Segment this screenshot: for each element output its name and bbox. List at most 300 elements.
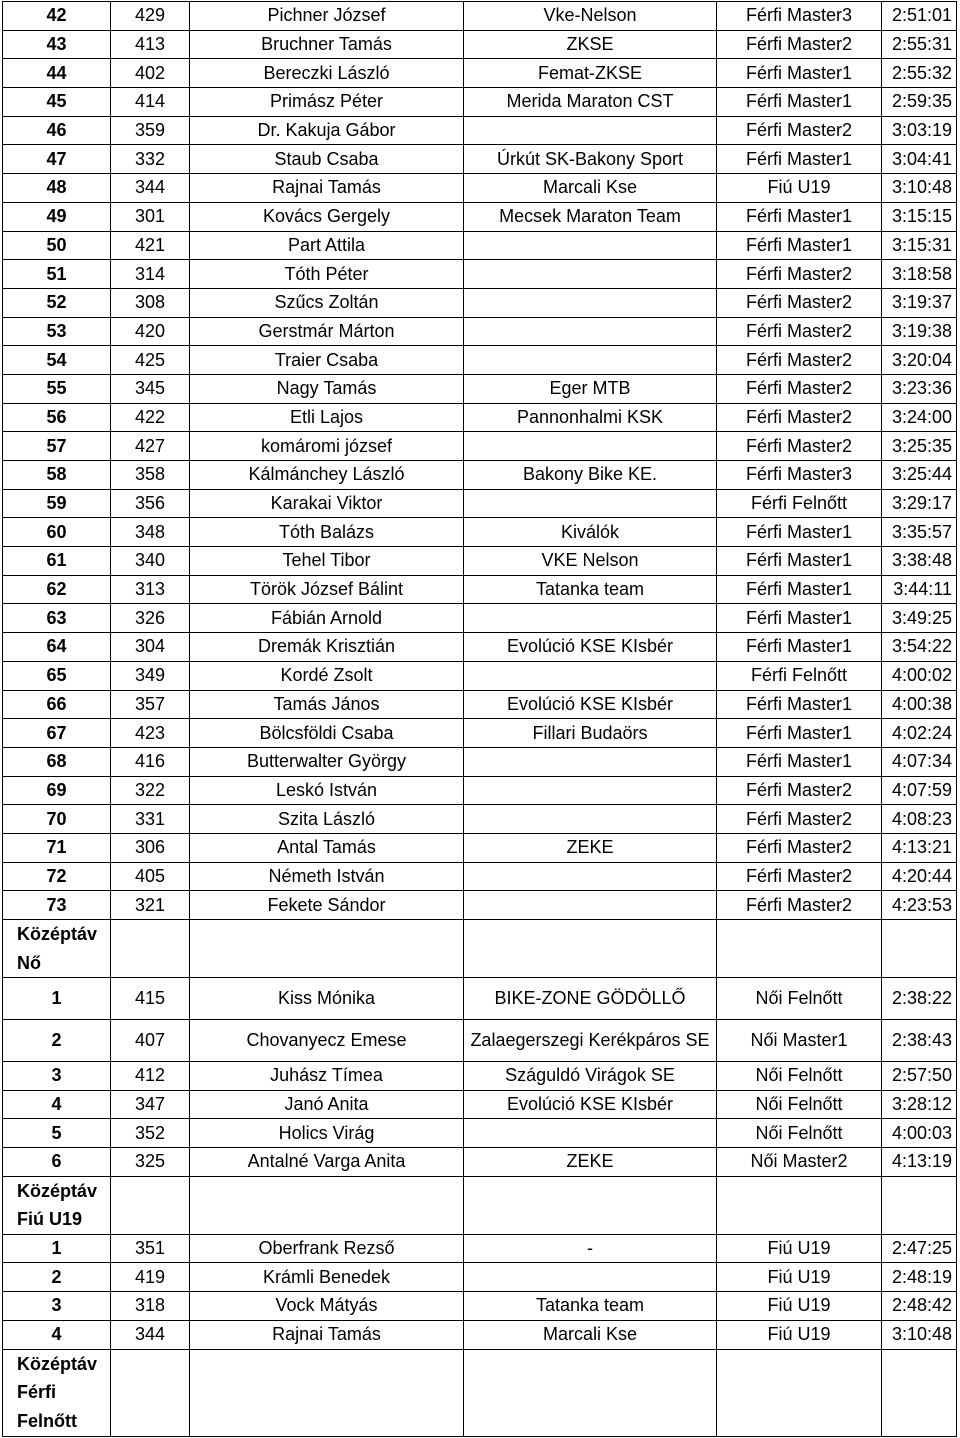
place-cell: 44 [3, 59, 111, 88]
empty-cell [717, 1349, 882, 1436]
time-cell: 3:15:31 [882, 231, 957, 260]
team-cell [464, 231, 717, 260]
table-row [3, 518, 957, 547]
team-cell: - [464, 1234, 717, 1263]
table-row [3, 260, 957, 289]
table-row [3, 489, 957, 518]
name-cell: Part Attila [190, 231, 464, 260]
name-cell: Bereczki László [190, 59, 464, 88]
name-cell: Dr. Kakuja Gábor [190, 116, 464, 145]
bib-cell: 344 [111, 174, 190, 203]
bib-cell: 325 [111, 1148, 190, 1177]
team-cell: Tatanka team [464, 575, 717, 604]
team-cell: Zalaegerszegi Kerékpáros SE [464, 1020, 717, 1062]
place-cell: 45 [3, 88, 111, 117]
table-row [3, 833, 957, 862]
name-cell: Tóth Péter [190, 260, 464, 289]
table-row [3, 547, 957, 576]
team-cell: Vke-Nelson [464, 2, 717, 31]
place-cell: 42 [3, 2, 111, 31]
table-row [3, 30, 957, 59]
results-body [3, 2, 957, 1437]
bib-cell: 416 [111, 747, 190, 776]
name-cell: Fekete Sándor [190, 891, 464, 920]
name-cell: Kiss Mónika [190, 978, 464, 1020]
section-header-row [3, 1349, 957, 1436]
table-row [3, 776, 957, 805]
name-cell: Kordé Zsolt [190, 661, 464, 690]
time-cell: 4:07:34 [882, 747, 957, 776]
place-cell: 43 [3, 30, 111, 59]
category-cell: Férfi Master1 [717, 518, 882, 547]
table-row [3, 862, 957, 891]
table-row [3, 1119, 957, 1148]
bib-cell: 345 [111, 374, 190, 403]
category-cell: Férfi Felnőtt [717, 661, 882, 690]
category-cell: Fiú U19 [717, 1292, 882, 1321]
team-cell: Evolúció KSE KIsbér [464, 690, 717, 719]
table-row [3, 2, 957, 31]
time-cell: 4:00:03 [882, 1119, 957, 1148]
category-cell: Férfi Master1 [717, 547, 882, 576]
place-cell: 53 [3, 317, 111, 346]
bib-cell: 304 [111, 633, 190, 662]
time-cell: 2:57:50 [882, 1062, 957, 1091]
team-cell [464, 432, 717, 461]
team-cell: ZEKE [464, 833, 717, 862]
bib-cell: 313 [111, 575, 190, 604]
place-cell: 50 [3, 231, 111, 260]
place-cell: 56 [3, 403, 111, 432]
time-cell: 2:55:32 [882, 59, 957, 88]
time-cell: 3:25:35 [882, 432, 957, 461]
time-cell: 3:38:48 [882, 547, 957, 576]
empty-cell [111, 1176, 190, 1234]
bib-cell: 318 [111, 1292, 190, 1321]
category-cell: Férfi Master1 [717, 604, 882, 633]
time-cell: 3:23:36 [882, 374, 957, 403]
table-row [3, 174, 957, 203]
team-cell: Mecsek Maraton Team [464, 202, 717, 231]
place-cell: 3 [3, 1062, 111, 1091]
table-row [3, 690, 957, 719]
team-cell: Kiválók [464, 518, 717, 547]
empty-cell [717, 920, 882, 978]
place-cell: 3 [3, 1292, 111, 1321]
name-cell: Szita László [190, 805, 464, 834]
place-cell: 4 [3, 1090, 111, 1119]
table-row [3, 88, 957, 117]
category-cell: Férfi Master2 [717, 374, 882, 403]
bib-cell: 321 [111, 891, 190, 920]
team-cell: VKE Nelson [464, 547, 717, 576]
place-cell: 71 [3, 833, 111, 862]
time-cell: 2:38:22 [882, 978, 957, 1020]
category-cell: Fiú U19 [717, 1234, 882, 1263]
bib-cell: 314 [111, 260, 190, 289]
time-cell: 3:25:44 [882, 461, 957, 490]
team-cell: Marcali Kse [464, 1320, 717, 1349]
name-cell: Oberfrank Rezső [190, 1234, 464, 1263]
bib-cell: 356 [111, 489, 190, 518]
category-cell: Női Master2 [717, 1148, 882, 1177]
place-cell: 48 [3, 174, 111, 203]
section-title [3, 920, 111, 978]
name-cell: Tehel Tibor [190, 547, 464, 576]
category-cell: Férfi Master2 [717, 346, 882, 375]
team-cell: Tatanka team [464, 1292, 717, 1321]
table-row [3, 633, 957, 662]
place-cell: 58 [3, 461, 111, 490]
bib-cell: 351 [111, 1234, 190, 1263]
place-cell: 73 [3, 891, 111, 920]
name-cell: Szűcs Zoltán [190, 288, 464, 317]
empty-cell [717, 1176, 882, 1234]
team-cell [464, 1119, 717, 1148]
name-cell: Pichner József [190, 2, 464, 31]
section-title-line: Fiú U19 [17, 1209, 83, 1230]
section-title-line: Középtáv [17, 1180, 98, 1201]
team-cell: BIKE-ZONE GÖDÖLLŐ [464, 978, 717, 1020]
place-cell: 57 [3, 432, 111, 461]
bib-cell: 405 [111, 862, 190, 891]
section-title-line: Középtáv [17, 1353, 98, 1374]
time-cell: 4:00:02 [882, 661, 957, 690]
name-cell: Chovanyecz Emese [190, 1020, 464, 1062]
team-cell [464, 288, 717, 317]
bib-cell: 425 [111, 346, 190, 375]
place-cell: 1 [3, 978, 111, 1020]
place-cell: 61 [3, 547, 111, 576]
empty-cell [882, 1349, 957, 1436]
name-cell: Karakai Viktor [190, 489, 464, 518]
table-row [3, 432, 957, 461]
place-cell: 69 [3, 776, 111, 805]
time-cell: 3:24:00 [882, 403, 957, 432]
name-cell: Traier Csaba [190, 346, 464, 375]
name-cell: Gerstmár Márton [190, 317, 464, 346]
bib-cell: 429 [111, 2, 190, 31]
bib-cell: 420 [111, 317, 190, 346]
name-cell: Fábián Arnold [190, 604, 464, 633]
name-cell: Vock Mátyás [190, 1292, 464, 1321]
table-row [3, 747, 957, 776]
place-cell: 66 [3, 690, 111, 719]
table-row [3, 1062, 957, 1091]
empty-cell [190, 1349, 464, 1436]
category-cell: Férfi Master1 [717, 633, 882, 662]
name-cell: Dremák Krisztián [190, 633, 464, 662]
empty-cell [464, 1349, 717, 1436]
team-cell [464, 891, 717, 920]
time-cell: 2:47:25 [882, 1234, 957, 1263]
time-cell: 3:20:04 [882, 346, 957, 375]
bib-cell: 412 [111, 1062, 190, 1091]
table-row [3, 891, 957, 920]
time-cell: 3:44:11 [882, 575, 957, 604]
team-cell [464, 747, 717, 776]
category-cell: Férfi Master2 [717, 776, 882, 805]
name-cell: Bölcsföldi Csaba [190, 719, 464, 748]
name-cell: Rajnai Tamás [190, 1320, 464, 1349]
category-cell: Férfi Master1 [717, 747, 882, 776]
time-cell: 3:18:58 [882, 260, 957, 289]
name-cell: Staub Csaba [190, 145, 464, 174]
time-cell: 3:49:25 [882, 604, 957, 633]
time-cell: 4:23:53 [882, 891, 957, 920]
place-cell: 65 [3, 661, 111, 690]
team-cell [464, 317, 717, 346]
bib-cell: 340 [111, 547, 190, 576]
name-cell: Janó Anita [190, 1090, 464, 1119]
category-cell: Fiú U19 [717, 1263, 882, 1292]
name-cell: Krámli Benedek [190, 1263, 464, 1292]
table-row [3, 145, 957, 174]
bib-cell: 413 [111, 30, 190, 59]
empty-cell [882, 920, 957, 978]
table-row [3, 231, 957, 260]
team-cell [464, 805, 717, 834]
time-cell: 4:13:19 [882, 1148, 957, 1177]
category-cell: Női Felnőtt [717, 1062, 882, 1091]
empty-cell [111, 1349, 190, 1436]
team-cell: Bakony Bike KE. [464, 461, 717, 490]
category-cell: Férfi Master1 [717, 719, 882, 748]
category-cell: Férfi Master1 [717, 202, 882, 231]
name-cell: Török József Bálint [190, 575, 464, 604]
time-cell: 3:29:17 [882, 489, 957, 518]
bib-cell: 349 [111, 661, 190, 690]
time-cell: 3:28:12 [882, 1090, 957, 1119]
section-title-line: Férfi [17, 1382, 57, 1403]
bib-cell: 407 [111, 1020, 190, 1062]
table-row [3, 719, 957, 748]
table-row [3, 1234, 957, 1263]
team-cell: Úrkút SK-Bakony Sport [464, 145, 717, 174]
table-row [3, 403, 957, 432]
place-cell: 62 [3, 575, 111, 604]
team-cell [464, 346, 717, 375]
table-row [3, 317, 957, 346]
bib-cell: 306 [111, 833, 190, 862]
table-row [3, 661, 957, 690]
team-cell: Evolúció KSE KIsbér [464, 633, 717, 662]
place-cell: 1 [3, 1234, 111, 1263]
category-cell: Férfi Master2 [717, 432, 882, 461]
time-cell: 3:19:38 [882, 317, 957, 346]
name-cell: Leskó István [190, 776, 464, 805]
section-title [3, 1176, 111, 1234]
team-cell [464, 661, 717, 690]
place-cell: 67 [3, 719, 111, 748]
team-cell [464, 1263, 717, 1292]
team-cell: Száguldó Virágok SE [464, 1062, 717, 1091]
section-header-row [3, 1176, 957, 1234]
category-cell: Női Felnőtt [717, 1090, 882, 1119]
place-cell: 2 [3, 1020, 111, 1062]
category-cell: Férfi Master3 [717, 2, 882, 31]
bib-cell: 422 [111, 403, 190, 432]
results-table [2, 1, 957, 1437]
table-row [3, 805, 957, 834]
section-title-line: Középtáv [17, 924, 98, 944]
table-row [3, 575, 957, 604]
category-cell: Férfi Master2 [717, 862, 882, 891]
name-cell: Bruchner Tamás [190, 30, 464, 59]
table-row [3, 374, 957, 403]
time-cell: 3:03:19 [882, 116, 957, 145]
place-cell: 55 [3, 374, 111, 403]
place-cell: 52 [3, 288, 111, 317]
table-row [3, 1020, 957, 1062]
place-cell: 60 [3, 518, 111, 547]
place-cell: 5 [3, 1119, 111, 1148]
time-cell: 2:51:01 [882, 2, 957, 31]
table-row [3, 202, 957, 231]
team-cell: Evolúció KSE KIsbér [464, 1090, 717, 1119]
team-cell: Merida Maraton CST [464, 88, 717, 117]
table-row [3, 1090, 957, 1119]
empty-cell [111, 920, 190, 978]
bib-cell: 308 [111, 288, 190, 317]
category-cell: Férfi Master1 [717, 690, 882, 719]
name-cell: Etli Lajos [190, 403, 464, 432]
category-cell: Férfi Master2 [717, 116, 882, 145]
bib-cell: 301 [111, 202, 190, 231]
empty-cell [464, 1176, 717, 1234]
team-cell [464, 260, 717, 289]
place-cell: 68 [3, 747, 111, 776]
place-cell: 54 [3, 346, 111, 375]
category-cell: Fiú U19 [717, 1320, 882, 1349]
name-cell: Primász Péter [190, 88, 464, 117]
place-cell: 72 [3, 862, 111, 891]
team-cell: Marcali Kse [464, 174, 717, 203]
name-cell: Antal Tamás [190, 833, 464, 862]
time-cell: 4:13:21 [882, 833, 957, 862]
time-cell: 2:38:43 [882, 1020, 957, 1062]
team-cell: Pannonhalmi KSK [464, 403, 717, 432]
category-cell: Férfi Master1 [717, 59, 882, 88]
time-cell: 3:10:48 [882, 1320, 957, 1349]
time-cell: 3:10:48 [882, 174, 957, 203]
place-cell: 51 [3, 260, 111, 289]
section-title-line: Felnőtt [17, 1410, 77, 1431]
table-row [3, 346, 957, 375]
category-cell: Férfi Master2 [717, 317, 882, 346]
name-cell: Kovács Gergely [190, 202, 464, 231]
bib-cell: 347 [111, 1090, 190, 1119]
team-cell: Femat-ZKSE [464, 59, 717, 88]
time-cell: 4:07:59 [882, 776, 957, 805]
category-cell: Férfi Master2 [717, 805, 882, 834]
bib-cell: 326 [111, 604, 190, 633]
bib-cell: 419 [111, 1263, 190, 1292]
team-cell [464, 489, 717, 518]
category-cell: Férfi Master1 [717, 88, 882, 117]
name-cell: Kálmánchey László [190, 461, 464, 490]
category-cell: Férfi Felnőtt [717, 489, 882, 518]
category-cell: Férfi Master1 [717, 575, 882, 604]
bib-cell: 423 [111, 719, 190, 748]
place-cell: 6 [3, 1148, 111, 1177]
time-cell: 4:20:44 [882, 862, 957, 891]
name-cell: Juhász Tímea [190, 1062, 464, 1091]
table-row [3, 1320, 957, 1349]
team-cell [464, 116, 717, 145]
time-cell: 3:35:57 [882, 518, 957, 547]
team-cell [464, 862, 717, 891]
team-cell [464, 604, 717, 633]
place-cell: 46 [3, 116, 111, 145]
name-cell: Tamás János [190, 690, 464, 719]
bib-cell: 358 [111, 461, 190, 490]
table-row [3, 59, 957, 88]
place-cell: 70 [3, 805, 111, 834]
table-row [3, 1263, 957, 1292]
place-cell: 64 [3, 633, 111, 662]
section-title [3, 1349, 111, 1436]
bib-cell: 427 [111, 432, 190, 461]
time-cell: 4:08:23 [882, 805, 957, 834]
category-cell: Női Felnőtt [717, 978, 882, 1020]
name-cell: Holics Virág [190, 1119, 464, 1148]
empty-cell [882, 1176, 957, 1234]
time-cell: 4:02:24 [882, 719, 957, 748]
name-cell: Rajnai Tamás [190, 174, 464, 203]
table-row [3, 288, 957, 317]
category-cell: Férfi Master2 [717, 30, 882, 59]
place-cell: 4 [3, 1320, 111, 1349]
team-cell: ZEKE [464, 1148, 717, 1177]
bib-cell: 352 [111, 1119, 190, 1148]
name-cell: Tóth Balázs [190, 518, 464, 547]
empty-cell [464, 920, 717, 978]
category-cell: Férfi Master2 [717, 833, 882, 862]
section-title-line: Nő [17, 952, 41, 973]
bib-cell: 331 [111, 805, 190, 834]
bib-cell: 332 [111, 145, 190, 174]
bib-cell: 359 [111, 116, 190, 145]
name-cell: Németh István [190, 862, 464, 891]
team-cell: Fillari Budaörs [464, 719, 717, 748]
time-cell: 2:48:42 [882, 1292, 957, 1321]
empty-cell [190, 920, 464, 978]
bib-cell: 421 [111, 231, 190, 260]
team-cell [464, 776, 717, 805]
category-cell: Férfi Master1 [717, 145, 882, 174]
name-cell: Antalné Varga Anita [190, 1148, 464, 1177]
place-cell: 49 [3, 202, 111, 231]
category-cell: Fiú U19 [717, 174, 882, 203]
table-row [3, 461, 957, 490]
time-cell: 3:19:37 [882, 288, 957, 317]
name-cell: komáromi józsef [190, 432, 464, 461]
bib-cell: 344 [111, 1320, 190, 1349]
name-cell: Butterwalter György [190, 747, 464, 776]
bib-cell: 414 [111, 88, 190, 117]
table-row [3, 978, 957, 1020]
bib-cell: 348 [111, 518, 190, 547]
time-cell: 2:59:35 [882, 88, 957, 117]
place-cell: 63 [3, 604, 111, 633]
section-header-row [3, 920, 957, 978]
bib-cell: 415 [111, 978, 190, 1020]
bib-cell: 402 [111, 59, 190, 88]
team-cell: ZKSE [464, 30, 717, 59]
category-cell: Férfi Master2 [717, 288, 882, 317]
time-cell: 4:00:38 [882, 690, 957, 719]
